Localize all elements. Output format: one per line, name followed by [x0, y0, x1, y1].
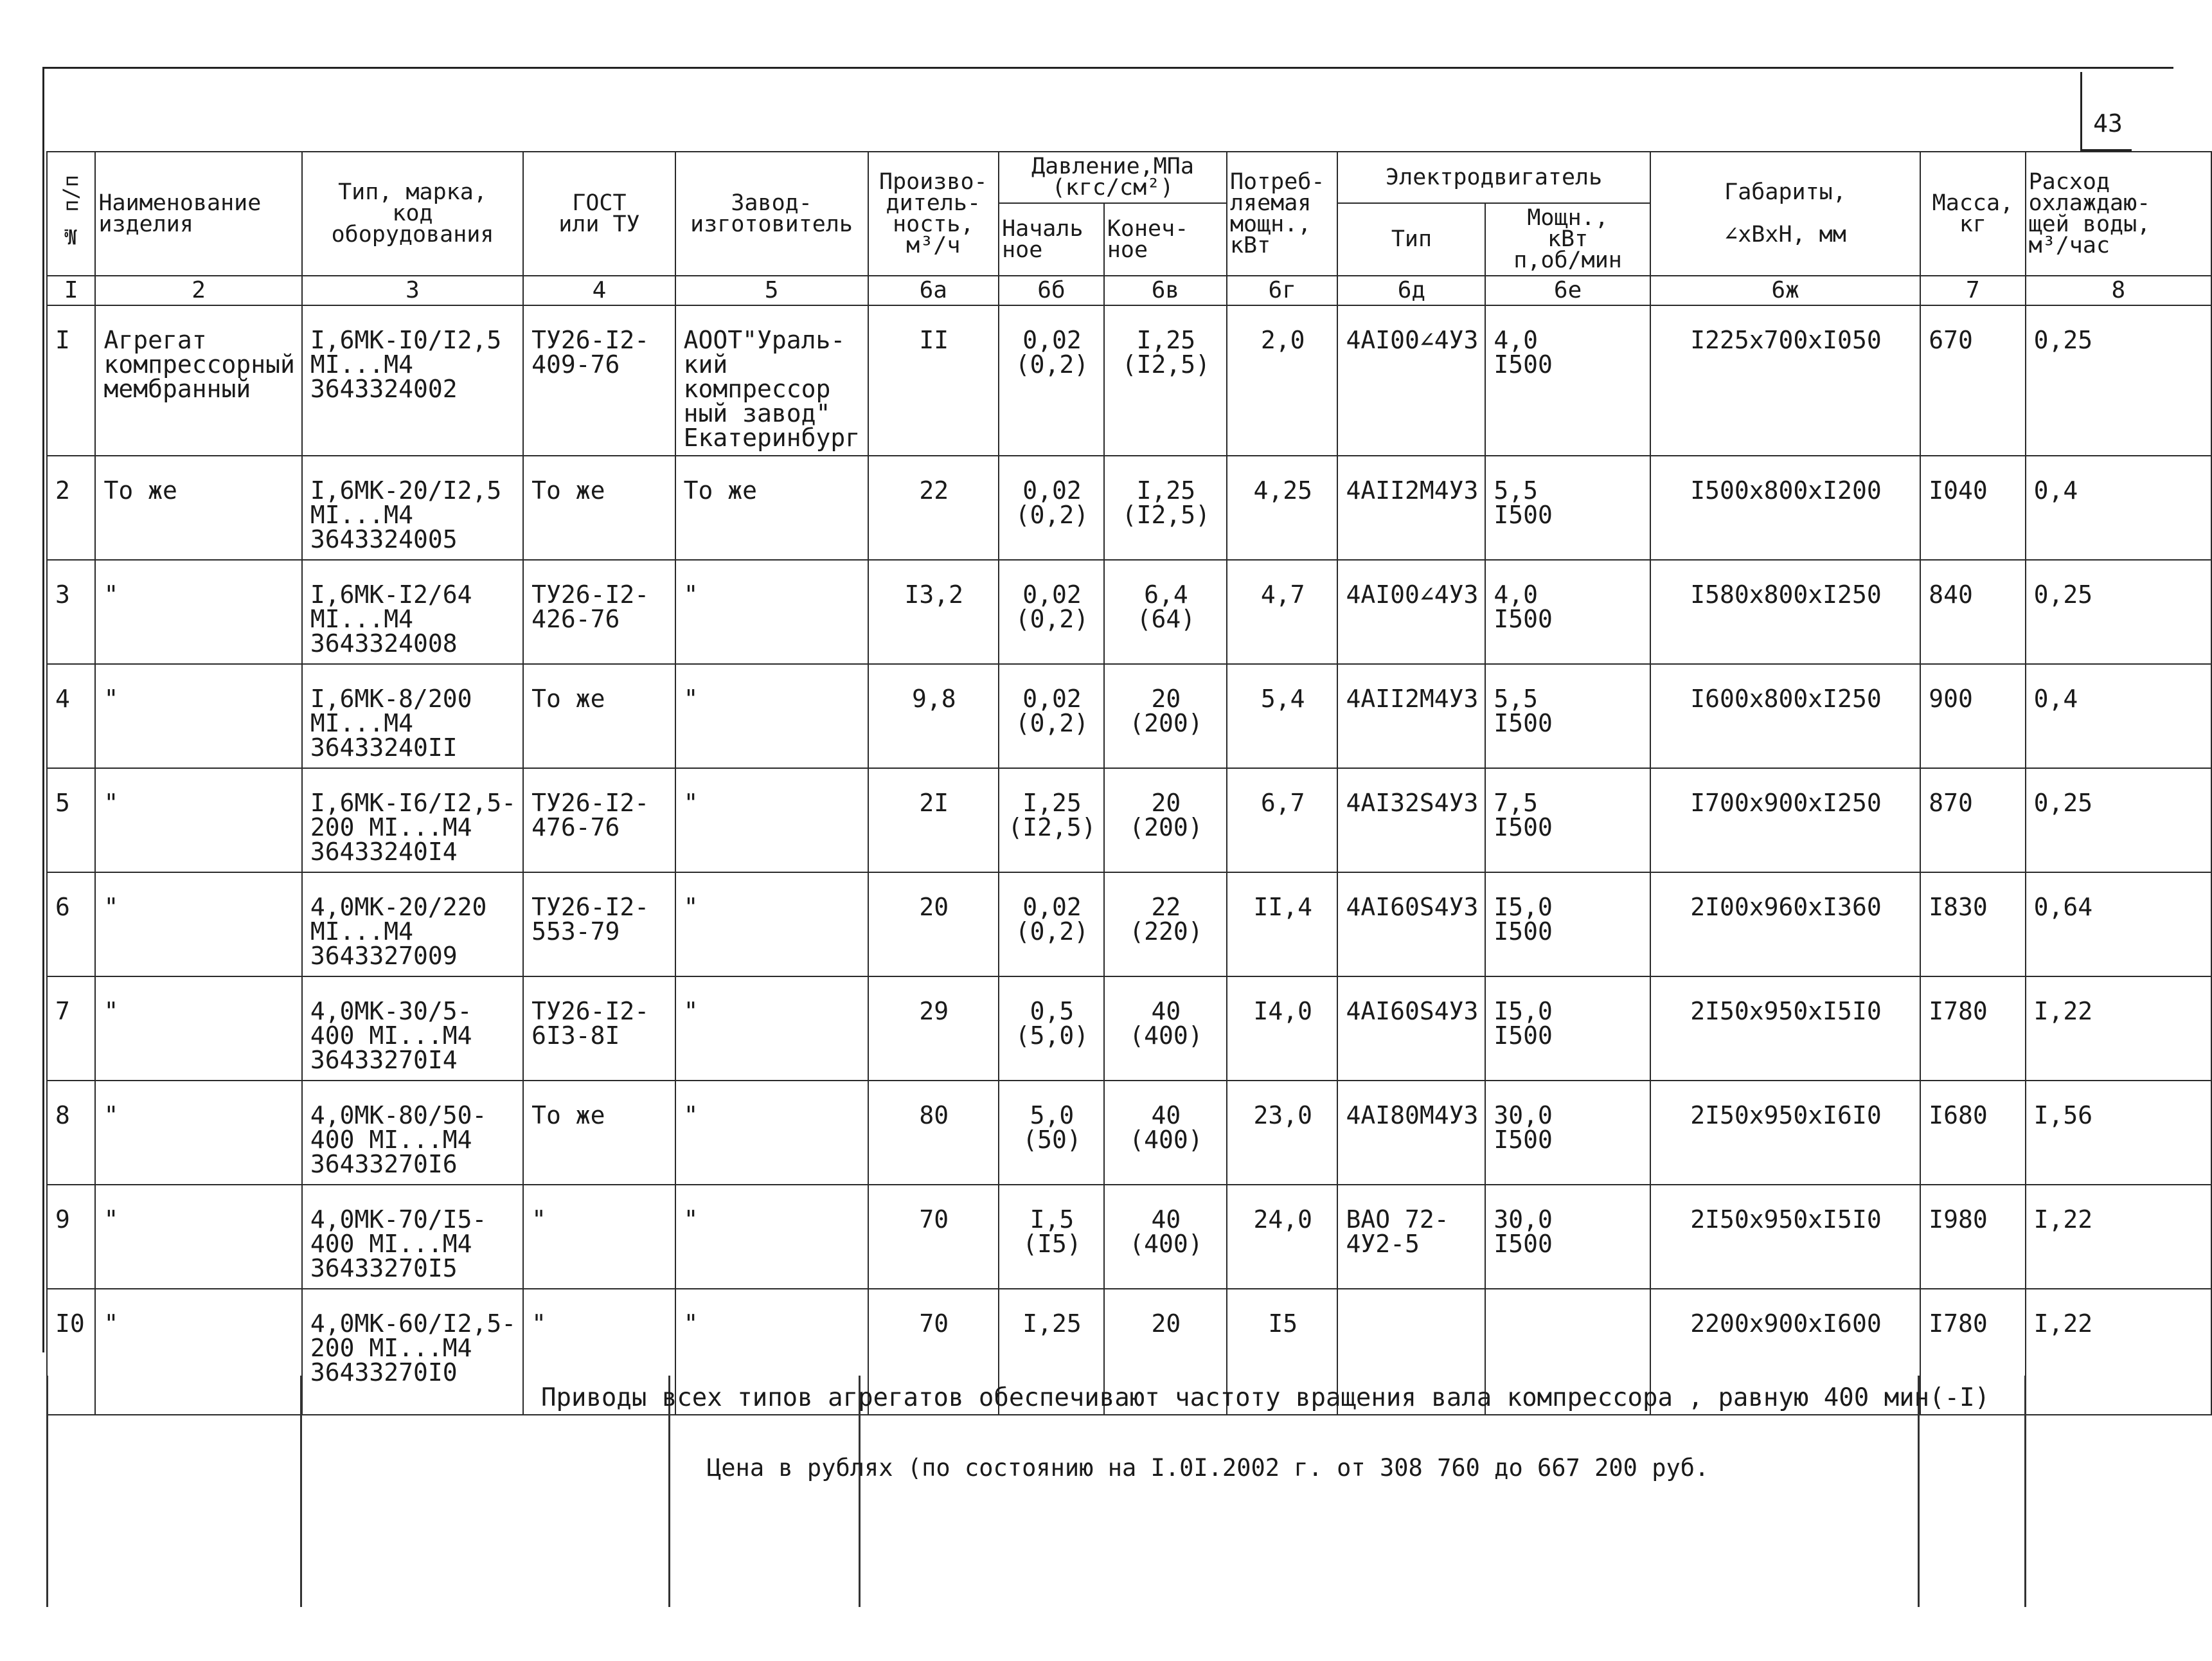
item-type-code: I,6МК-I6/I2,5- 200 MI...M4 36433240I4 — [302, 768, 523, 872]
manufacturer: " — [675, 768, 868, 872]
header-plant: Завод- изготовитель — [675, 152, 868, 276]
dimensions: I700x900xI250 — [1650, 768, 1920, 872]
header-pressure-end: Конеч- ное — [1104, 203, 1227, 276]
capacity: 9,8 — [868, 664, 999, 768]
dimensions: I500x800xI200 — [1650, 456, 1920, 560]
mass: 840 — [1920, 560, 2025, 664]
column-number: 6д — [1337, 276, 1485, 305]
item-type-code: 4,0МК-70/I5- 400 MI...M4 36433270I5 — [302, 1185, 523, 1289]
header-capacity: Произво- дитель- ность, м³/ч — [868, 152, 999, 276]
item-name: " — [95, 1185, 301, 1289]
capacity: 20 — [868, 872, 999, 976]
gost-spec: ТУ26-I2- 6I3-8I — [523, 976, 675, 1081]
item-name: Агрегат компрессорный мембранный — [95, 305, 301, 456]
column-number: 3 — [302, 276, 523, 305]
footer-rule — [2024, 1376, 2026, 1607]
dimensions: I225x700xI050 — [1650, 305, 1920, 456]
column-number: 4 — [523, 276, 675, 305]
power-consumption: 5,4 — [1227, 664, 1338, 768]
pressure-start: I,25 — [999, 1289, 1104, 1415]
top-border — [42, 67, 2173, 69]
capacity: 70 — [868, 1185, 999, 1289]
column-number: 7 — [1920, 276, 2025, 305]
mass: I780 — [1920, 1289, 2025, 1415]
page-number-box-left — [2080, 72, 2082, 149]
row-number: 2 — [47, 456, 95, 560]
column-number: 6ж — [1650, 276, 1920, 305]
motor-type: ВАО 72-4У2-5 — [1337, 1185, 1485, 1289]
manufacturer: " — [675, 976, 868, 1081]
item-name: " — [95, 560, 301, 664]
header-pressure: Давление,МПа (кгс/см²) — [999, 152, 1227, 203]
pressure-start: 5,0 (50) — [999, 1081, 1104, 1185]
motor-power: 7,5 I500 — [1485, 768, 1650, 872]
cooling-water: 0,4 — [2026, 664, 2211, 768]
manufacturer: АООТ"Ураль- кий компрессор ный завод" Екатеринбург — [675, 305, 868, 456]
table-row — [47, 976, 2211, 1081]
capacity: II — [868, 305, 999, 456]
column-number: 6г — [1227, 276, 1338, 305]
manufacturer: " — [675, 664, 868, 768]
footer-rule — [46, 1376, 48, 1607]
gost-spec: ТУ26-I2- 476-76 — [523, 768, 675, 872]
column-number: 5 — [675, 276, 868, 305]
gost-spec: ТУ26-I2- 553-79 — [523, 872, 675, 976]
motor-power: 4,0 I500 — [1485, 305, 1650, 456]
item-type-code: I,6МК-I0/I2,5 MI...M4 3643324002 — [302, 305, 523, 456]
dimensions: 2200x900xI600 — [1650, 1289, 1920, 1415]
motor-power: 5,5 I500 — [1485, 664, 1650, 768]
gost-spec: То же — [523, 1081, 675, 1185]
motor-type: 4АI60S4У3 — [1337, 872, 1485, 976]
mass: 870 — [1920, 768, 2025, 872]
cooling-water: I,22 — [2026, 976, 2211, 1081]
capacity: 2I — [868, 768, 999, 872]
item-type-code: 4,0МК-60/I2,5- 200 MI...M4 36433270I0 — [302, 1289, 523, 1415]
dimensions: I580x800xI250 — [1650, 560, 1920, 664]
motor-power: I5,0 I500 — [1485, 976, 1650, 1081]
table-row — [47, 664, 2211, 768]
manufacturer: " — [675, 1185, 868, 1289]
row-number: I — [47, 305, 95, 456]
motor-power: I5,0 I500 — [1485, 872, 1650, 976]
pressure-end: 20 (200) — [1104, 664, 1227, 768]
dimensions: 2I50x950xI5I0 — [1650, 1185, 1920, 1289]
power-consumption: 6,7 — [1227, 768, 1338, 872]
manufacturer: " — [675, 872, 868, 976]
pressure-start: I,25 (I2,5) — [999, 768, 1104, 872]
header-pressure-start: Началь ное — [999, 203, 1104, 276]
item-type-code: 4,0МК-80/50- 400 MI...M4 36433270I6 — [302, 1081, 523, 1185]
item-type-code: I,6МК-20/I2,5 MI...M4 3643324005 — [302, 456, 523, 560]
table-row — [47, 1081, 2211, 1185]
row-number: 6 — [47, 872, 95, 976]
item-type-code: I,6МК-I2/64 MI...M4 3643324008 — [302, 560, 523, 664]
motor-power: 30,0 I500 — [1485, 1081, 1650, 1185]
left-border — [42, 67, 44, 1352]
table-row — [47, 305, 2211, 456]
manufacturer: То же — [675, 456, 868, 560]
table-row — [47, 560, 2211, 664]
mass: I780 — [1920, 976, 2025, 1081]
power-consumption: 4,25 — [1227, 456, 1338, 560]
item-name: " — [95, 1289, 301, 1415]
cooling-water: 0,25 — [2026, 560, 2211, 664]
column-number: 8 — [2026, 276, 2211, 305]
capacity: 80 — [868, 1081, 999, 1185]
item-name: " — [95, 1081, 301, 1185]
dimensions: I600x800xI250 — [1650, 664, 1920, 768]
pressure-start: 0,02 (0,2) — [999, 560, 1104, 664]
dimensions: 2I50x950xI5I0 — [1650, 976, 1920, 1081]
motor-type: 4АI00∠4У3 — [1337, 560, 1485, 664]
pressure-end: 22 (220) — [1104, 872, 1227, 976]
header-num: № п/п — [47, 152, 95, 276]
row-number: I0 — [47, 1289, 95, 1415]
motor-type: 4АI60S4У3 — [1337, 976, 1485, 1081]
mass: 900 — [1920, 664, 2025, 768]
column-number: 6е — [1485, 276, 1650, 305]
table-row — [47, 1185, 2211, 1289]
dimensions: 2I00x960xI360 — [1650, 872, 1920, 976]
pressure-end: 40 (400) — [1104, 976, 1227, 1081]
item-name: " — [95, 872, 301, 976]
dimensions: 2I50x950xI6I0 — [1650, 1081, 1920, 1185]
cooling-water: I,22 — [2026, 1289, 2211, 1415]
manufacturer: " — [675, 1289, 868, 1415]
mass: I830 — [1920, 872, 2025, 976]
column-number: 6а — [868, 276, 999, 305]
row-number: 7 — [47, 976, 95, 1081]
pressure-start: I,5 (I5) — [999, 1185, 1104, 1289]
header-dimensions: Габариты, ∠хВхН, мм — [1650, 152, 1920, 276]
power-consumption: 23,0 — [1227, 1081, 1338, 1185]
table-row — [47, 456, 2211, 560]
mass: I980 — [1920, 1185, 2025, 1289]
item-name: То же — [95, 456, 301, 560]
motor-power: 30,0 I500 — [1485, 1185, 1650, 1289]
motor-type: 4АI00∠4У3 — [1337, 305, 1485, 456]
power-consumption: II,4 — [1227, 872, 1338, 976]
motor-power: 5,5 I500 — [1485, 456, 1650, 560]
row-number: 3 — [47, 560, 95, 664]
pressure-start: 0,5 (5,0) — [999, 976, 1104, 1081]
gost-spec: ТУ26-I2- 426-76 — [523, 560, 675, 664]
item-type-code: I,6МК-8/200 MI...M4 36433240II — [302, 664, 523, 768]
motor-type: 4АI80М4У3 — [1337, 1081, 1485, 1185]
pressure-end: 40 (400) — [1104, 1081, 1227, 1185]
column-number: I — [47, 276, 95, 305]
pressure-end: I,25 (I2,5) — [1104, 456, 1227, 560]
cooling-water: 0,25 — [2026, 768, 2211, 872]
header-name: Наименование изделия — [95, 152, 301, 276]
capacity: 70 — [868, 1289, 999, 1415]
mass: I680 — [1920, 1081, 2025, 1185]
cooling-water: 0,4 — [2026, 456, 2211, 560]
power-consumption: I5 — [1227, 1289, 1338, 1415]
mass: I040 — [1920, 456, 2025, 560]
item-name: " — [95, 664, 301, 768]
motor-type: 4АII2М4У3 — [1337, 664, 1485, 768]
gost-spec: ТУ26-I2- 409-76 — [523, 305, 675, 456]
header-type: Тип, марка, код оборудования — [302, 152, 523, 276]
header-gost: ГОСТ или ТУ — [523, 152, 675, 276]
cooling-water: 0,64 — [2026, 872, 2211, 976]
cooling-water: I,22 — [2026, 1185, 2211, 1289]
manufacturer: " — [675, 1081, 868, 1185]
power-consumption: 24,0 — [1227, 1185, 1338, 1289]
pressure-start: 0,02 (0,2) — [999, 872, 1104, 976]
power-consumption: 2,0 — [1227, 305, 1338, 456]
header-row-top — [47, 152, 2211, 203]
pressure-end: 20 (200) — [1104, 768, 1227, 872]
item-type-code: 4,0МК-30/5- 400 MI...M4 36433270I4 — [302, 976, 523, 1081]
row-number: 9 — [47, 1185, 95, 1289]
cooling-water: I,56 — [2026, 1081, 2211, 1185]
row-number: 4 — [47, 664, 95, 768]
price-note: Цена в рублях (по состоянию на I.0I.2002 г. от 308 760 до 667 200 руб. — [707, 1454, 1709, 1482]
header-power: Потреб- ляемая мощн., кВт — [1227, 152, 1338, 276]
table-footer — [46, 1376, 2167, 1607]
item-name: " — [95, 976, 301, 1081]
gost-spec: То же — [523, 456, 675, 560]
motor-type: 4АI32S4У3 — [1337, 768, 1485, 872]
capacity: 22 — [868, 456, 999, 560]
column-number: 6в — [1104, 276, 1227, 305]
cooling-water: 0,25 — [2026, 305, 2211, 456]
motor-power: 4,0 I500 — [1485, 560, 1650, 664]
pressure-start: 0,02 (0,2) — [999, 664, 1104, 768]
motor-type: 4АII2М4У3 — [1337, 456, 1485, 560]
row-number: 8 — [47, 1081, 95, 1185]
pressure-end: 20 — [1104, 1289, 1227, 1415]
header-mass: Масса, кг — [1920, 152, 2025, 276]
pressure-start: 0,02 (0,2) — [999, 456, 1104, 560]
power-consumption: I4,0 — [1227, 976, 1338, 1081]
table-row — [47, 872, 2211, 976]
page-number: 43 — [2093, 109, 2123, 138]
power-consumption: 4,7 — [1227, 560, 1338, 664]
pressure-end: 40 (400) — [1104, 1185, 1227, 1289]
gost-spec: То же — [523, 664, 675, 768]
header-water: Расход охлаждаю- щей воды, м³/час — [2026, 152, 2211, 276]
pressure-start: 0,02 (0,2) — [999, 305, 1104, 456]
equipment-table — [46, 151, 2212, 1415]
drive-note: Приводы всех типов агрегатов обеспечивают частоту вращения вала компрессора , равную 400 мин(-I) — [541, 1383, 1990, 1412]
item-name: " — [95, 768, 301, 872]
pressure-end: 6,4 (64) — [1104, 560, 1227, 664]
header-motor: Электродвигатель — [1337, 152, 1650, 203]
capacity: I3,2 — [868, 560, 999, 664]
pressure-end: I,25 (I2,5) — [1104, 305, 1227, 456]
column-numbers-row — [47, 276, 2211, 305]
gost-spec: " — [523, 1185, 675, 1289]
header-motor-type: Тип — [1337, 203, 1485, 276]
table-row — [47, 768, 2211, 872]
mass: 670 — [1920, 305, 2025, 456]
column-number: 2 — [95, 276, 301, 305]
column-number: 6б — [999, 276, 1104, 305]
gost-spec: " — [523, 1289, 675, 1415]
item-type-code: 4,0МК-20/220 MI...M4 3643327009 — [302, 872, 523, 976]
capacity: 29 — [868, 976, 999, 1081]
footer-rule — [300, 1376, 302, 1607]
header-motor-power: Мощн., кВт п,об/мин — [1485, 203, 1650, 276]
row-number: 5 — [47, 768, 95, 872]
manufacturer: " — [675, 560, 868, 664]
